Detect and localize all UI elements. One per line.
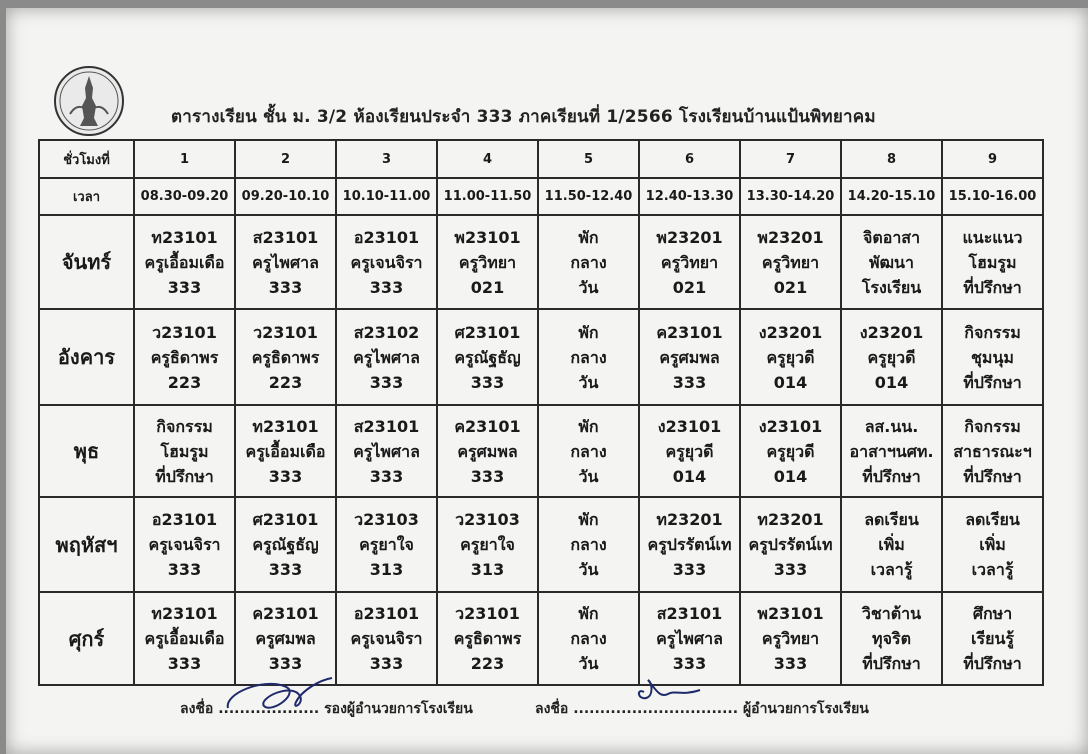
teacher-line: กลาง <box>570 347 607 367</box>
time-range: 11.50-12.40 <box>538 178 639 215</box>
timetable-cell <box>336 592 437 685</box>
subject-line: ท23101 <box>151 604 218 623</box>
timetable-cell <box>336 405 437 497</box>
room-line: 333 <box>369 654 404 673</box>
teacher-line: ครูณัฐธัญ <box>252 535 319 554</box>
subject-line: ลส.นน. <box>864 416 919 436</box>
subject-line: พัก <box>578 510 599 529</box>
sign-prefix: ลงชื่อ <box>180 701 214 717</box>
subject-line: ศ23101 <box>454 322 521 342</box>
subject-line: ค23101 <box>252 604 319 623</box>
subject-line: แนะแนว <box>962 227 1023 247</box>
timetable-cell <box>639 592 740 685</box>
timetable-cell <box>437 215 538 309</box>
sign-dots: ................... <box>218 701 320 717</box>
day-label: พฤหัสฯ <box>39 497 134 592</box>
teacher-line: ครูวิทยา <box>761 629 820 648</box>
timetable-cell <box>235 215 336 309</box>
day-row <box>39 592 1043 685</box>
subject-line: พัก <box>578 227 599 247</box>
subject-line: ค23101 <box>656 322 723 342</box>
sign-role: ผู้อำนวยการโรงเรียน <box>742 701 869 717</box>
subject-line: พัก <box>578 416 599 436</box>
room-line: 333 <box>167 654 202 673</box>
room-line: 333 <box>470 372 505 392</box>
period-number: 6 <box>639 140 740 178</box>
teacher-line: โฮมรูม <box>968 252 1017 272</box>
subject-line: ว23101 <box>455 604 520 623</box>
teacher-line: กลาง <box>570 441 607 461</box>
timetable-cell <box>134 215 235 309</box>
timetable-cell <box>841 309 942 405</box>
timetable-cell <box>740 497 841 592</box>
timetable-cell <box>841 497 942 592</box>
day-label: ศุกร์ <box>39 592 134 685</box>
day-row <box>39 215 1043 309</box>
teacher-line: ครูณัฐธัญ <box>454 347 521 367</box>
timetable-cell <box>942 405 1043 497</box>
timetable-cell <box>235 497 336 592</box>
teacher-line: กลาง <box>570 535 607 554</box>
period-number: 3 <box>336 140 437 178</box>
room-line: ที่ปรึกษา <box>963 654 1022 673</box>
timetable-cell <box>336 215 437 309</box>
subject-line: ท23201 <box>656 510 723 529</box>
room-line: 333 <box>268 560 303 579</box>
teacher-line: ครูเจนจิรา <box>350 252 423 272</box>
handwritten-signature-right <box>630 676 710 706</box>
subject-line: ส23102 <box>353 322 420 342</box>
subject-line: ลดเรียน <box>864 510 919 529</box>
sign-role: รองผู้อำนวยการโรงเรียน <box>324 701 473 717</box>
subject-line: จิตอาสา <box>862 227 921 247</box>
subject-line: ท23201 <box>757 510 824 529</box>
teacher-line: อาสาฯนศท. <box>849 441 934 461</box>
timetable-cell <box>437 497 538 592</box>
timetable-cell <box>639 497 740 592</box>
period-header-label: ชั่วโมงที่ <box>39 140 134 178</box>
teacher-line: ครูศมพล <box>255 629 316 648</box>
subject-line: ง23201 <box>758 322 823 342</box>
timetable-cell <box>437 405 538 497</box>
subject-line: กิจกรรม <box>964 416 1021 436</box>
subject-line: ง23101 <box>657 416 722 436</box>
subject-line: วิชาต้าน <box>861 604 922 623</box>
room-line: 333 <box>672 560 707 579</box>
subject-line: ส23101 <box>252 227 319 247</box>
subject-line: ว23103 <box>455 510 520 529</box>
room-line: วัน <box>578 372 599 392</box>
timetable-cell <box>740 215 841 309</box>
day-row <box>39 309 1043 405</box>
timetable-cell <box>235 309 336 405</box>
teacher-line: ครูยุวดี <box>665 441 714 461</box>
room-line: 333 <box>369 466 404 486</box>
room-line: 333 <box>672 372 707 392</box>
teacher-line: โฮมรูม <box>160 441 209 461</box>
teacher-line: เรียนรู้ <box>971 629 1014 648</box>
teacher-line: ครูยุวดี <box>867 347 916 367</box>
room-line: 014 <box>773 466 808 486</box>
room-line: 223 <box>167 372 202 392</box>
time-label: เวลา <box>39 178 134 215</box>
teacher-line: ครูเอื้อมเดือ <box>144 252 225 272</box>
subject-line: พัก <box>578 322 599 342</box>
teacher-line: สาธารณะฯ <box>953 441 1032 461</box>
timetable-cell <box>942 497 1043 592</box>
timetable-cell <box>639 405 740 497</box>
room-line: 313 <box>369 560 404 579</box>
teacher-line: ครูธิดาพร <box>453 629 522 648</box>
time-range: 10.10-11.00 <box>336 178 437 215</box>
subject-line: อ23101 <box>353 604 420 623</box>
subject-line: ท23101 <box>252 416 319 436</box>
period-number: 8 <box>841 140 942 178</box>
time-range: 08.30-09.20 <box>134 178 235 215</box>
teacher-line: ทุจริต <box>872 629 911 648</box>
subject-line: อ23101 <box>151 510 218 529</box>
timetable-cell <box>942 215 1043 309</box>
room-line: 333 <box>369 372 404 392</box>
teacher-line: ครูไพศาล <box>656 629 723 648</box>
room-line: 313 <box>470 560 505 579</box>
teacher-line: ครูธิดาพร <box>251 347 320 367</box>
room-line: 021 <box>470 277 505 297</box>
sign-prefix: ลงชื่อ <box>535 701 569 717</box>
subject-line: ง23201 <box>859 322 924 342</box>
teacher-line: ครูยุวดี <box>766 441 815 461</box>
room-line: 333 <box>470 466 505 486</box>
timetable-cell <box>134 309 235 405</box>
subject-line: อ23101 <box>353 227 420 247</box>
subject-line: พ23101 <box>454 227 521 247</box>
subject-line: ว23103 <box>354 510 419 529</box>
subject-line: ว23101 <box>253 322 318 342</box>
teacher-line: กลาง <box>570 252 607 272</box>
subject-line: พ23201 <box>757 227 824 247</box>
day-row <box>39 405 1043 497</box>
teacher-line: ครูไพศาล <box>252 252 319 272</box>
room-line: 333 <box>773 654 808 673</box>
timetable-cell <box>538 592 639 685</box>
day-row <box>39 497 1043 592</box>
timetable-cell <box>639 215 740 309</box>
day-label: พุธ <box>39 405 134 497</box>
room-line: วัน <box>578 654 599 673</box>
timetable-cell <box>134 592 235 685</box>
teacher-line: พัฒนา <box>869 252 914 272</box>
room-line: วัน <box>578 560 599 579</box>
timetable-cell <box>639 309 740 405</box>
timetable-cell <box>538 309 639 405</box>
timetable-cell <box>336 497 437 592</box>
teacher-line: ครูปรรัตน์เท <box>647 535 732 554</box>
timetable-cell <box>134 497 235 592</box>
teacher-line: ครูวิทยา <box>761 252 820 272</box>
period-header-row <box>39 140 1043 178</box>
room-line: 333 <box>167 560 202 579</box>
timetable-cell <box>538 215 639 309</box>
period-number: 2 <box>235 140 336 178</box>
room-line: 333 <box>268 654 303 673</box>
period-number: 5 <box>538 140 639 178</box>
room-line: 021 <box>672 277 707 297</box>
room-line: 333 <box>268 466 303 486</box>
room-line: เวลารู้ <box>971 560 1014 579</box>
subject-line: กิจกรรม <box>964 322 1021 342</box>
room-line: 333 <box>167 277 202 297</box>
day-label: อังคาร <box>39 309 134 405</box>
teacher-line: ครูไพศาล <box>353 441 420 461</box>
room-line: 333 <box>773 560 808 579</box>
room-line: ที่ปรึกษา <box>862 466 921 486</box>
subject-line: พ23201 <box>656 227 723 247</box>
subject-line: ส23101 <box>353 416 420 436</box>
teacher-line: ครูเจนจิรา <box>350 629 423 648</box>
teacher-line: ครูศมพล <box>457 441 518 461</box>
subject-line: ว23101 <box>152 322 217 342</box>
teacher-line: เพิ่ม <box>979 535 1006 554</box>
teacher-line: ครูเจนจิรา <box>148 535 221 554</box>
time-range: 09.20-10.10 <box>235 178 336 215</box>
time-range: 15.10-16.00 <box>942 178 1043 215</box>
room-line: ที่ปรึกษา <box>963 277 1022 297</box>
time-range: 13.30-14.20 <box>740 178 841 215</box>
subject-line: ส23101 <box>656 604 723 623</box>
timetable-cell <box>336 309 437 405</box>
handwritten-signature-left <box>222 672 342 722</box>
room-line: 333 <box>369 277 404 297</box>
room-line: ที่ปรึกษา <box>963 466 1022 486</box>
room-line: 014 <box>874 372 909 392</box>
teacher-line: ครูศมพล <box>659 347 720 367</box>
teacher-line: ครูยาใจ <box>460 535 515 554</box>
sign-dots: ............................... <box>573 701 739 717</box>
subject-line: ลดเรียน <box>965 510 1020 529</box>
subject-line: กิจกรรม <box>156 416 213 436</box>
timetable <box>38 139 1044 686</box>
time-row <box>39 178 1043 215</box>
subject-line: พ23101 <box>757 604 824 623</box>
subject-line: พัก <box>578 604 599 623</box>
subject-line: ค23101 <box>454 416 521 436</box>
room-line: 333 <box>672 654 707 673</box>
subject-line: ท23101 <box>151 227 218 247</box>
room-line: 014 <box>672 466 707 486</box>
timetable-cell <box>134 405 235 497</box>
timetable-cell <box>740 592 841 685</box>
time-range: 12.40-13.30 <box>639 178 740 215</box>
teacher-line: ครูเอื้อมเดือ <box>144 629 225 648</box>
room-line: 223 <box>268 372 303 392</box>
room-line: ที่ปรึกษา <box>963 372 1022 392</box>
timetable-cell <box>740 309 841 405</box>
timetable-cell <box>841 405 942 497</box>
teacher-line: ชุมนุม <box>971 347 1014 367</box>
subject-line: ง23101 <box>758 416 823 436</box>
teacher-line: ครูธิดาพร <box>150 347 219 367</box>
timetable-cell <box>942 592 1043 685</box>
subject-line: ศ23101 <box>252 510 319 529</box>
period-number: 1 <box>134 140 235 178</box>
timetable-cell <box>841 215 942 309</box>
teacher-line: ครูไพศาล <box>353 347 420 367</box>
timetable-cell <box>538 405 639 497</box>
time-range: 11.00-11.50 <box>437 178 538 215</box>
timetable-cell <box>437 592 538 685</box>
timetable-cell <box>538 497 639 592</box>
timetable-cell <box>740 405 841 497</box>
period-number: 4 <box>437 140 538 178</box>
timetable-cell <box>437 309 538 405</box>
teacher-line: ครูวิทยา <box>458 252 517 272</box>
room-line: 223 <box>470 654 505 673</box>
room-line: วัน <box>578 466 599 486</box>
room-line: วัน <box>578 277 599 297</box>
room-line: 021 <box>773 277 808 297</box>
subject-line: ศึกษา <box>972 604 1013 623</box>
teacher-line: กลาง <box>570 629 607 648</box>
room-line: 014 <box>773 372 808 392</box>
room-line: โรงเรียน <box>861 277 922 297</box>
page-title: ตารางเรียน ชั้น ม. 3/2 ห้องเรียนประจำ 333 ภาคเรียนที่ 1/2566 โรงเรียนบ้านแป้นพิทยาคม <box>171 107 876 127</box>
timetable-cell <box>841 592 942 685</box>
teacher-line: ครูยาใจ <box>359 535 414 554</box>
teacher-line: ครูเอื้อมเดือ <box>245 441 326 461</box>
room-line: 333 <box>268 277 303 297</box>
time-range: 14.20-15.10 <box>841 178 942 215</box>
period-number: 9 <box>942 140 1043 178</box>
timetable-cell <box>942 309 1043 405</box>
room-line: ที่ปรึกษา <box>862 654 921 673</box>
period-number: 7 <box>740 140 841 178</box>
timetable-cell <box>235 405 336 497</box>
school-seal-logo <box>54 66 124 136</box>
teacher-line: ครูปรรัตน์เท <box>748 535 833 554</box>
day-label: จันทร์ <box>39 215 134 309</box>
teacher-line: ครูวิทยา <box>660 252 719 272</box>
room-line: เวลารู้ <box>870 560 913 579</box>
room-line: ที่ปรึกษา <box>155 466 214 486</box>
teacher-line: ครูยุวดี <box>766 347 815 367</box>
teacher-line: เพิ่ม <box>878 535 905 554</box>
